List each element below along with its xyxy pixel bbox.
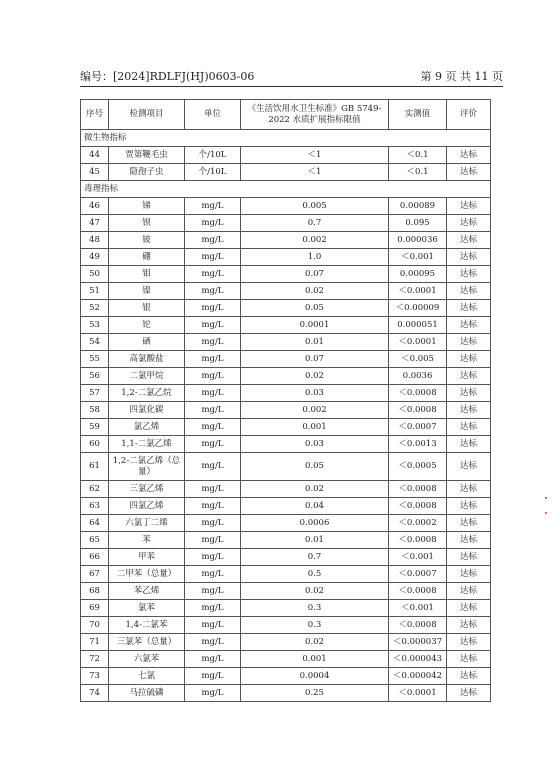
cell-unit: mg/L [185, 266, 241, 283]
cell-measured: 0.000051 [389, 317, 447, 334]
table-row [81, 685, 491, 702]
section-title: 微生物指标 [81, 130, 491, 147]
cell-evaluation: 达标 [447, 147, 491, 164]
cell-item: 1,1-二氯乙烯 [109, 436, 185, 453]
cell-measured: ＜0.0008 [389, 532, 447, 549]
cell-unit: mg/L [185, 617, 241, 634]
cell-item: 钡 [109, 215, 185, 232]
cell-item: 1,2-二氯乙烯（总量） [109, 453, 185, 481]
cell-item: 六氯丁二烯 [109, 515, 185, 532]
cell-no: 67 [81, 566, 109, 583]
col-header-unit: 单位 [185, 100, 241, 130]
cell-measured: ＜0.0002 [389, 515, 447, 532]
cell-limit: 0.7 [241, 215, 389, 232]
cell-unit: mg/L [185, 583, 241, 600]
section-title: 毒理指标 [81, 181, 491, 198]
cell-item: 苯 [109, 532, 185, 549]
cell-unit: mg/L [185, 419, 241, 436]
col-header-item: 检测项目 [109, 100, 185, 130]
cell-unit: mg/L [185, 283, 241, 300]
cell-item: 二氯甲烷 [109, 368, 185, 385]
table-row [81, 402, 491, 419]
cell-measured: ＜0.0007 [389, 419, 447, 436]
cell-evaluation: 达标 [447, 481, 491, 498]
cell-item: 硒 [109, 334, 185, 351]
cell-measured: 0.00089 [389, 198, 447, 215]
table-row [81, 317, 491, 334]
cell-measured: ＜0.0007 [389, 566, 447, 583]
cell-limit: ＜1 [241, 164, 389, 181]
cell-unit: mg/L [185, 515, 241, 532]
cell-no: 56 [81, 368, 109, 385]
table-row [81, 549, 491, 566]
cell-measured: ＜0.0008 [389, 498, 447, 515]
cell-measured: 0.000036 [389, 232, 447, 249]
cell-item: 隐孢子虫 [109, 164, 185, 181]
cell-unit: mg/L [185, 668, 241, 685]
cell-limit: 0.3 [241, 617, 389, 634]
cell-measured: ＜0.0008 [389, 617, 447, 634]
cell-unit: mg/L [185, 498, 241, 515]
table-row [81, 215, 491, 232]
cell-limit: 0.05 [241, 300, 389, 317]
table-row [81, 300, 491, 317]
cell-unit: mg/L [185, 634, 241, 651]
cell-measured: ＜0.000043 [389, 651, 447, 668]
table-row [81, 498, 491, 515]
cell-evaluation: 达标 [447, 668, 491, 685]
section-row [81, 181, 491, 198]
cell-limit: 0.3 [241, 600, 389, 617]
cell-no: 47 [81, 215, 109, 232]
cell-unit: mg/L [185, 651, 241, 668]
cell-unit: mg/L [185, 436, 241, 453]
cell-limit: 0.0004 [241, 668, 389, 685]
cell-evaluation: 达标 [447, 566, 491, 583]
col-header-limit: 《生活饮用水卫生标准》GB 5749-2022 水质扩展指标限值 [241, 100, 389, 130]
cell-no: 58 [81, 402, 109, 419]
cell-measured: ＜0.0001 [389, 283, 447, 300]
margin-mark [545, 512, 547, 514]
cell-unit: mg/L [185, 453, 241, 481]
cell-evaluation: 达标 [447, 164, 491, 181]
cell-no: 72 [81, 651, 109, 668]
cell-unit: mg/L [185, 549, 241, 566]
table-row [81, 419, 491, 436]
margin-mark [545, 497, 547, 499]
cell-limit: 0.03 [241, 436, 389, 453]
cell-evaluation: 达标 [447, 368, 491, 385]
cell-item: 锑 [109, 198, 185, 215]
cell-evaluation: 达标 [447, 515, 491, 532]
cell-limit: 0.002 [241, 402, 389, 419]
cell-item: 甲苯 [109, 549, 185, 566]
cell-measured: ＜0.001 [389, 600, 447, 617]
cell-measured: ＜0.0008 [389, 385, 447, 402]
cell-limit: 0.005 [241, 198, 389, 215]
cell-measured: ＜0.000037 [389, 634, 447, 651]
table-row [81, 583, 491, 600]
table-row [81, 198, 491, 215]
cell-measured: ＜0.1 [389, 164, 447, 181]
cell-limit: 0.0006 [241, 515, 389, 532]
cell-evaluation: 达标 [447, 583, 491, 600]
table-body [81, 130, 491, 702]
cell-no: 53 [81, 317, 109, 334]
table-row [81, 566, 491, 583]
cell-limit: 0.001 [241, 651, 389, 668]
cell-evaluation: 达标 [447, 634, 491, 651]
cell-item: 六氯苯 [109, 651, 185, 668]
cell-measured: 0.095 [389, 215, 447, 232]
cell-no: 51 [81, 283, 109, 300]
cell-item: 七氯 [109, 668, 185, 685]
table-row [81, 385, 491, 402]
cell-no: 74 [81, 685, 109, 702]
cell-unit: mg/L [185, 232, 241, 249]
cell-unit: 个/10L [185, 147, 241, 164]
col-header-evaluation: 评价 [447, 100, 491, 130]
table-row [81, 634, 491, 651]
cell-evaluation: 达标 [447, 249, 491, 266]
cell-limit: 0.03 [241, 385, 389, 402]
cell-limit: 1.0 [241, 249, 389, 266]
cell-unit: mg/L [185, 532, 241, 549]
cell-limit: 0.02 [241, 368, 389, 385]
cell-no: 73 [81, 668, 109, 685]
cell-limit: 0.01 [241, 334, 389, 351]
cell-no: 68 [81, 583, 109, 600]
table-row [81, 351, 491, 368]
cell-limit: 0.002 [241, 232, 389, 249]
page-header [80, 70, 503, 87]
cell-limit: 0.001 [241, 419, 389, 436]
cell-evaluation: 达标 [447, 232, 491, 249]
cell-limit: 0.5 [241, 566, 389, 583]
cell-evaluation: 达标 [447, 600, 491, 617]
cell-limit: 0.02 [241, 634, 389, 651]
cell-evaluation: 达标 [447, 402, 491, 419]
table-row [81, 668, 491, 685]
table-row [81, 515, 491, 532]
table-row [81, 368, 491, 385]
cell-no: 55 [81, 351, 109, 368]
cell-limit: 0.25 [241, 685, 389, 702]
cell-limit: 0.7 [241, 549, 389, 566]
cell-unit: mg/L [185, 685, 241, 702]
cell-measured: ＜0.005 [389, 351, 447, 368]
cell-item: 氯乙烯 [109, 419, 185, 436]
cell-item: 铊 [109, 317, 185, 334]
cell-no: 57 [81, 385, 109, 402]
cell-no: 48 [81, 232, 109, 249]
cell-unit: mg/L [185, 317, 241, 334]
cell-unit: 个/10L [185, 164, 241, 181]
cell-no: 64 [81, 515, 109, 532]
results-table [80, 99, 491, 702]
cell-evaluation: 达标 [447, 685, 491, 702]
cell-unit: mg/L [185, 249, 241, 266]
cell-limit: 0.04 [241, 498, 389, 515]
table-header-row [81, 100, 491, 130]
cell-evaluation: 达标 [447, 436, 491, 453]
cell-limit: 0.02 [241, 283, 389, 300]
cell-measured: ＜0.0013 [389, 436, 447, 453]
table-row [81, 481, 491, 498]
cell-item: 高氯酸盐 [109, 351, 185, 368]
cell-evaluation: 达标 [447, 215, 491, 232]
cell-no: 69 [81, 600, 109, 617]
cell-no: 54 [81, 334, 109, 351]
cell-item: 贾第鞭毛虫 [109, 147, 185, 164]
table-row [81, 334, 491, 351]
cell-evaluation: 达标 [447, 266, 491, 283]
cell-limit: 0.0001 [241, 317, 389, 334]
cell-limit: 0.02 [241, 481, 389, 498]
cell-measured: 0.00095 [389, 266, 447, 283]
cell-unit: mg/L [185, 368, 241, 385]
cell-item: 四氯化碳 [109, 402, 185, 419]
cell-measured: ＜0.000042 [389, 668, 447, 685]
table-row [81, 651, 491, 668]
table-row [81, 617, 491, 634]
cell-evaluation: 达标 [447, 351, 491, 368]
cell-no: 70 [81, 617, 109, 634]
table-row [81, 266, 491, 283]
cell-unit: mg/L [185, 198, 241, 215]
table-row [81, 249, 491, 266]
cell-evaluation: 达标 [447, 385, 491, 402]
table-row [81, 532, 491, 549]
cell-unit: mg/L [185, 600, 241, 617]
cell-measured: ＜0.00009 [389, 300, 447, 317]
cell-item: 硼 [109, 249, 185, 266]
cell-measured: 0.0036 [389, 368, 447, 385]
cell-evaluation: 达标 [447, 317, 491, 334]
cell-limit: 0.01 [241, 532, 389, 549]
cell-measured: ＜0.0008 [389, 583, 447, 600]
cell-limit: 0.02 [241, 583, 389, 600]
cell-measured: ＜0.0008 [389, 402, 447, 419]
cell-no: 52 [81, 300, 109, 317]
cell-evaluation: 达标 [447, 651, 491, 668]
cell-no: 60 [81, 436, 109, 453]
cell-item: 马拉硫磷 [109, 685, 185, 702]
cell-no: 59 [81, 419, 109, 436]
cell-measured: ＜0.0001 [389, 334, 447, 351]
table-row [81, 164, 491, 181]
cell-evaluation: 达标 [447, 419, 491, 436]
cell-unit: mg/L [185, 481, 241, 498]
document-number: 编号：[2024]RDLFJ(HJ)0603-06 [80, 70, 255, 83]
cell-unit: mg/L [185, 334, 241, 351]
cell-evaluation: 达标 [447, 453, 491, 481]
cell-unit: mg/L [185, 566, 241, 583]
table-row [81, 283, 491, 300]
cell-limit: 0.07 [241, 266, 389, 283]
cell-no: 65 [81, 532, 109, 549]
cell-item: 氯苯 [109, 600, 185, 617]
cell-item: 银 [109, 300, 185, 317]
cell-evaluation: 达标 [447, 300, 491, 317]
cell-unit: mg/L [185, 402, 241, 419]
cell-evaluation: 达标 [447, 283, 491, 300]
cell-no: 49 [81, 249, 109, 266]
cell-item: 镍 [109, 283, 185, 300]
cell-no: 61 [81, 453, 109, 481]
cell-unit: mg/L [185, 385, 241, 402]
cell-evaluation: 达标 [447, 334, 491, 351]
cell-item: 铍 [109, 232, 185, 249]
cell-unit: mg/L [185, 215, 241, 232]
table-row [81, 453, 491, 481]
cell-measured: ＜0.001 [389, 249, 447, 266]
col-header-measured: 实测值 [389, 100, 447, 130]
cell-measured: ＜0.1 [389, 147, 447, 164]
cell-limit: 0.05 [241, 453, 389, 481]
cell-measured: ＜0.0008 [389, 481, 447, 498]
cell-item: 二甲苯（总量） [109, 566, 185, 583]
cell-measured: ＜0.0001 [389, 685, 447, 702]
cell-evaluation: 达标 [447, 198, 491, 215]
cell-item: 钼 [109, 266, 185, 283]
cell-evaluation: 达标 [447, 549, 491, 566]
cell-no: 45 [81, 164, 109, 181]
col-header-no: 序号 [81, 100, 109, 130]
cell-item: 1,4-二氯苯 [109, 617, 185, 634]
cell-unit: mg/L [185, 300, 241, 317]
cell-no: 71 [81, 634, 109, 651]
cell-no: 66 [81, 549, 109, 566]
cell-no: 44 [81, 147, 109, 164]
cell-limit: 0.07 [241, 351, 389, 368]
cell-item: 三氯乙烯 [109, 481, 185, 498]
cell-evaluation: 达标 [447, 617, 491, 634]
cell-item: 苯乙烯 [109, 583, 185, 600]
section-row [81, 130, 491, 147]
cell-item: 三氯苯（总量） [109, 634, 185, 651]
cell-limit: ＜1 [241, 147, 389, 164]
cell-no: 63 [81, 498, 109, 515]
table-row [81, 232, 491, 249]
table-row [81, 436, 491, 453]
cell-evaluation: 达标 [447, 498, 491, 515]
cell-no: 50 [81, 266, 109, 283]
cell-unit: mg/L [185, 351, 241, 368]
table-row [81, 600, 491, 617]
cell-measured: ＜0.0005 [389, 453, 447, 481]
cell-item: 四氯乙烯 [109, 498, 185, 515]
cell-measured: ＜0.001 [389, 549, 447, 566]
cell-evaluation: 达标 [447, 532, 491, 549]
cell-item: 1,2-二氯乙烷 [109, 385, 185, 402]
page-number: 第 9 页 共 11 页 [420, 70, 503, 83]
cell-no: 46 [81, 198, 109, 215]
cell-no: 62 [81, 481, 109, 498]
table-row [81, 147, 491, 164]
